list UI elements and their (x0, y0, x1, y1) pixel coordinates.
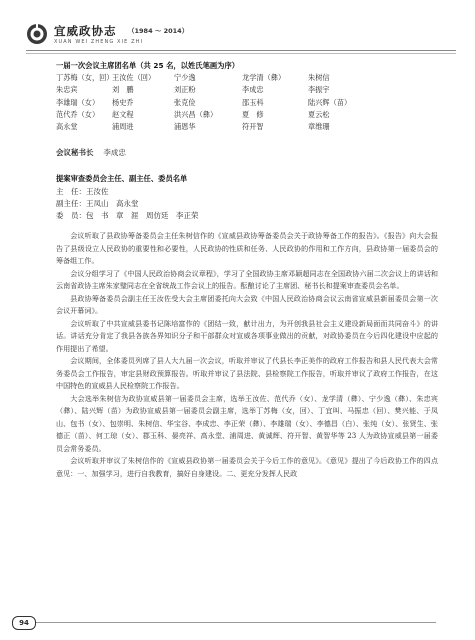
body-paragraph: 会议期间，全体委员列席了县人大九届一次会议，听取并审议了代县长李正美作的政府工作报告和县人民代表大会常务委员会工作报告，审定县财政预算报告。听取并审议了县法院、县检察院工作报告，听取并审议了政府工作报告，在这中国特色的宣威县人民检察院工作报告。 (56, 356, 438, 391)
header-rule (26, 50, 456, 51)
name-cell: 王汝佐（回） (112, 73, 156, 83)
body-paragraph: 会议分组学习了《中国人民政治协商会议章程》，学习了全国政协主席邓颖超同志在全国政协六届二次会议上的讲话和云南省政协主席朱家璧同志在全省统战工作会议上的报告。酝酿讨论了主席团、秘书长和提案审查委员会名单。 (56, 268, 438, 291)
name-cell: 夏 修 (242, 109, 264, 119)
running-header (26, 20, 456, 56)
name-cell: 丁苏梅（女，回） (56, 73, 114, 83)
body-paragraph: 县政协筹备委员会副主任王汝佐受大会主席团委托向大会致《中国人民政治协商会议云南省宣威县新届委员会第一次会议开幕词》。 (56, 293, 438, 316)
name-cell: 朱忠宾 (56, 85, 78, 95)
body-paragraph: 会议听取并审议了朱树信作的《宣威县政协第一届委员会关于今后工作的意见》。《意见》提出了今后政协工作的四点意见：一、加强学习，进行自我教育，搞好自身建设。二、更充分发挥人民政 (56, 456, 438, 478)
name-cell: 李振宇 (308, 85, 330, 95)
book-years: （1984 ～ 2014） (128, 27, 189, 35)
body-paragraph: 会议听取了县政协筹备委员会主任朱树信作的《宣威县政协筹备委员会关于政协筹备工作的报告》。《报告》向大会报告了县级设立人民政协的重要性和必要性，人民政协的性质和任务、人民政协的作用和工作方向，县政协第一届委员会的筹备组工作。 (56, 231, 438, 266)
proposal-committee-heading: 提案审查委员会主任、副主任、委员名单 (56, 174, 188, 184)
name-cell: 邵玉科 (242, 97, 264, 107)
secretary-line (56, 147, 438, 159)
name-cell: 高永堂 (56, 122, 78, 132)
body-paragraph: 会议听取了中共宣威县委书记陈培富作的《团结一致，献计出力，为开创我县社会主义建设新局面而共同奋斗》的讲话。讲话充分肯定了我县各族各界知识分子和干部群众对宣威各项事业做出的贡献，对政协委员在今后四化建设中应起的作用提出了希望。 (56, 318, 438, 353)
book-title: 宜威政协志 (54, 24, 117, 38)
name-cell: 章维珊 (308, 122, 330, 132)
secretary-name: 李成忠 (103, 148, 126, 158)
name-cell: 陆兴辉（苗） (308, 97, 352, 107)
name-cell: 刘 鹏 (112, 85, 134, 95)
name-cell: 浦恩华 (174, 122, 196, 132)
name-cell: 朱树信 (308, 73, 330, 83)
logo-icon (26, 23, 48, 45)
proposal-deputy: 副主任：王凤山 高永堂 (56, 198, 139, 208)
name-cell: 刘正粉 (174, 85, 196, 95)
proposal-members: 委 员：包 书 章 涯 周仿廷 李正荣 (56, 211, 199, 221)
name-cell: 浦周进 (112, 122, 134, 132)
book-title-pinyin: XUAN WEI ZHENG XIE ZHI (54, 39, 144, 45)
secretary-heading: 会议秘书长 (56, 148, 94, 158)
presidium-heading: 一届一次会议主席团名单（共 25 名，以姓氏笔画为序） (56, 61, 240, 70)
footer-rule (36, 622, 436, 623)
name-cell: 杨史乔 (112, 97, 134, 107)
name-cell: 宁少逸 (174, 73, 196, 83)
name-cell: 张克俭 (174, 97, 196, 107)
name-cell: 范代乔（女） (56, 109, 100, 119)
name-cell: 符开智 (242, 122, 264, 132)
name-cell: 洪兴昌（彝） (174, 109, 218, 119)
presidium-name-grid (56, 72, 438, 133)
name-cell: 李雄瑞（女） (56, 97, 100, 107)
name-cell: 赵文程 (112, 109, 134, 119)
name-cell: 李成忠 (242, 85, 264, 95)
page-content (56, 60, 438, 480)
name-cell: 龙学清（彝） (242, 73, 286, 83)
proposal-director: 主 任：王汝佐 (56, 186, 109, 196)
name-cell: 夏云松 (308, 109, 330, 119)
header-rule-thin (26, 53, 456, 54)
body-paragraph: 大会选举朱树信为政协宣威县第一届委员会主席，选举王汝佐、范代乔（女）、龙学清（彝）、宁少逸（彝）、朱忠宾（彝）、陆兴辉（苗）为政协宣威县第一届委员会副主席，选举丁苏梅（女，回）、丁宜叫、马振忠（回）、樊兴能、于凤山、包书（女）、包崇明、朱树信、华宝谷、李成忠、李正荣（彝）、李雄瑞（女）、李德昌（白）、张纯（女）、张贤生、张德正（苗）、何工琼（女）、郡玉科、晏亮祥、高永堂、浦周进、黄诚辉、符开智、黄智华等 23 人为政协宣威县第一届委员会常务委员。 (56, 393, 438, 453)
page-number: 94 (12, 616, 36, 630)
